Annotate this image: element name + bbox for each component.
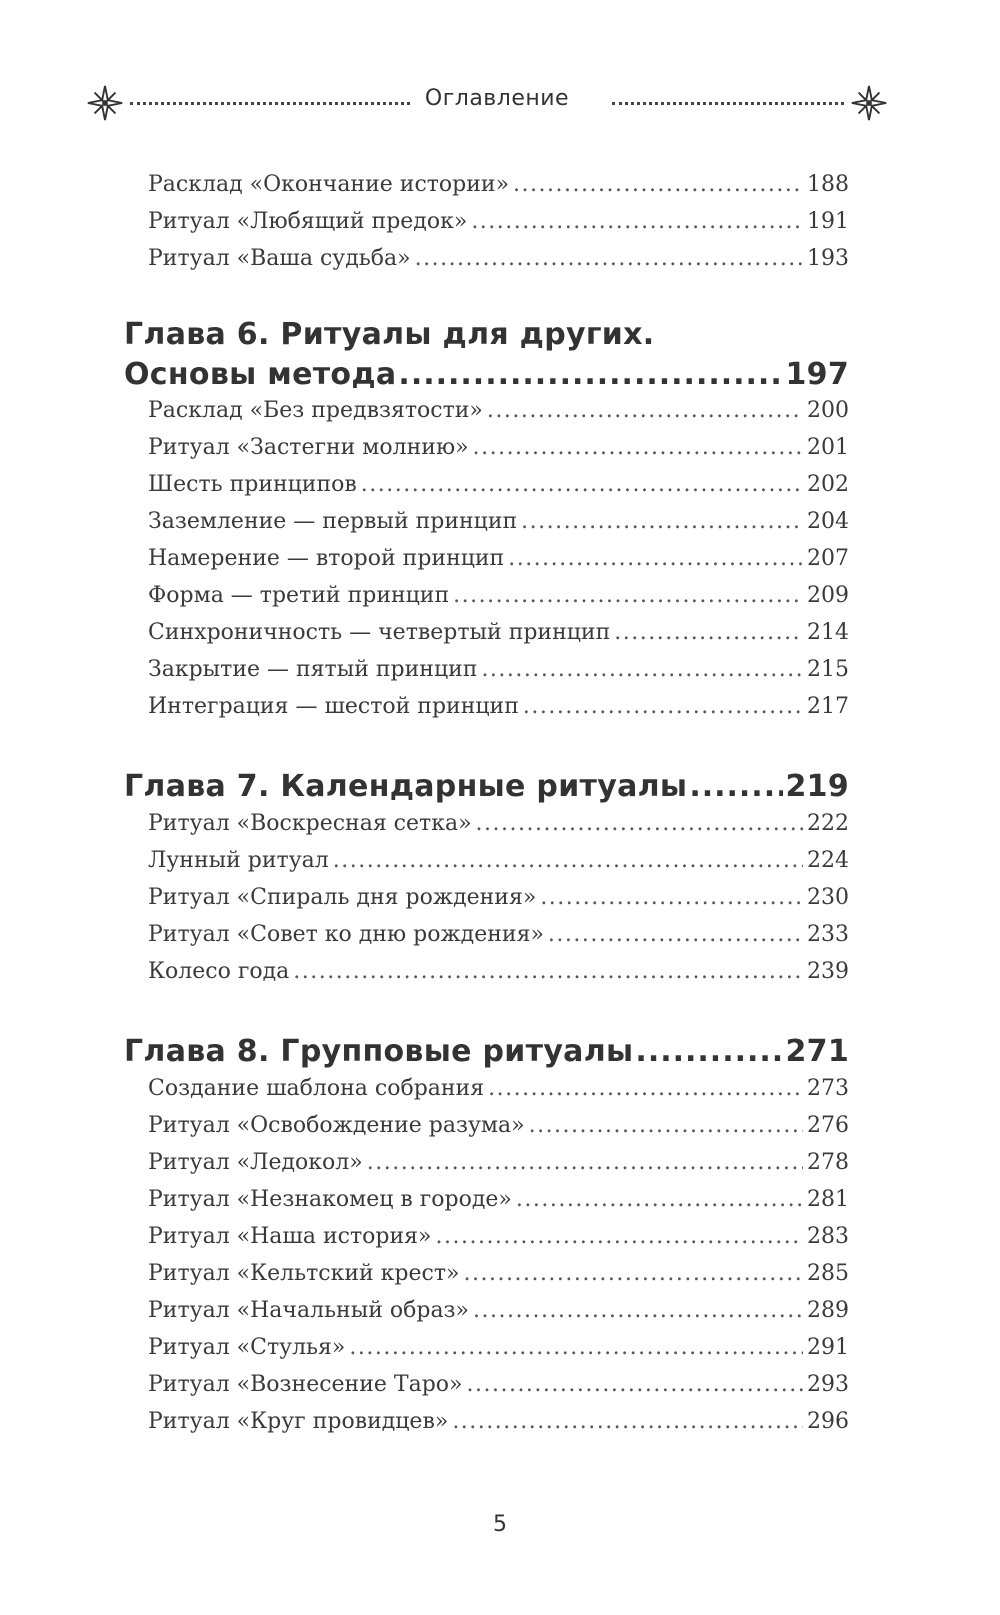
toc-entry-title: Ритуал «Незнакомец в городе» <box>148 1187 512 1212</box>
chapter-title-line1: Глава 6. Ритуалы для других. <box>124 317 655 352</box>
toc-entry <box>148 1187 849 1223</box>
toc-entry-page: 289 <box>807 1298 849 1323</box>
dot-leader <box>487 398 803 423</box>
toc-entry <box>148 172 849 208</box>
chapter-heading-line <box>124 317 849 357</box>
dot-leader <box>473 1298 803 1323</box>
header-dotted-rule-right <box>612 102 844 105</box>
dot-leader <box>481 657 803 682</box>
toc-entry-page: 200 <box>807 398 849 423</box>
toc-entry-title: Расклад «Без предвзятости» <box>148 398 483 423</box>
toc-entry-title: Ритуал «Круг провидцев» <box>148 1409 449 1434</box>
toc-entry-title: Ритуал «Наша история» <box>148 1224 432 1249</box>
dot-leader <box>293 959 803 984</box>
dot-leader <box>471 209 803 234</box>
page-number: 5 <box>493 1512 507 1537</box>
toc-entry-title: Ритуал «Воскресная сетка» <box>148 811 472 836</box>
toc-entry-page: 224 <box>807 848 849 873</box>
toc-entry <box>148 694 849 730</box>
toc-entry-page: 222 <box>807 811 849 836</box>
chapter-title-line2: Основы метода <box>124 357 397 392</box>
dot-leader <box>466 1372 803 1397</box>
chapter-page: 271 <box>785 1034 849 1069</box>
toc-entry-title: Ритуал «Ваша судьба» <box>148 246 411 271</box>
dot-leader <box>540 885 803 910</box>
dot-leader <box>349 1335 803 1360</box>
toc-entry-page: 230 <box>807 885 849 910</box>
chapter-heading-8 <box>124 1034 849 1074</box>
toc-entry <box>148 848 849 884</box>
chapter-title: Глава 7. Календарные ритуалы <box>124 769 688 804</box>
toc-entry-title: Закрытие — пятый принцип <box>148 657 478 682</box>
toc-entry <box>148 1372 849 1408</box>
compass-star-icon <box>86 84 124 122</box>
running-header <box>86 78 888 128</box>
toc-entry-page: 278 <box>807 1150 849 1175</box>
chapter-heading-line <box>124 1034 849 1074</box>
toc-entry-title: Расклад «Окончание истории» <box>148 172 510 197</box>
toc-entry-page: 204 <box>807 509 849 534</box>
toc-entry-title: Шесть принципов <box>148 472 357 497</box>
toc-entry-page: 202 <box>807 472 849 497</box>
toc-entry-title: Форма — третий принцип <box>148 583 450 608</box>
chapter-heading-line <box>124 769 849 809</box>
toc-entry-title: Ритуал «Застегни молнию» <box>148 435 469 460</box>
toc-entry-title: Ритуал «Стулья» <box>148 1335 346 1360</box>
toc-entry-page: 276 <box>807 1113 849 1138</box>
chapter-page: 197 <box>785 357 849 392</box>
header-dotted-rule-left <box>130 102 440 105</box>
toc-entry <box>148 209 849 245</box>
toc-entry-page: 201 <box>807 435 849 460</box>
toc-entry <box>148 1150 849 1186</box>
header-title: Оглавление <box>412 86 582 111</box>
dot-leader <box>523 694 803 719</box>
toc-entry-title: Заземление — первый принцип <box>148 509 518 534</box>
toc-entry <box>148 472 849 508</box>
toc-entry <box>148 546 849 582</box>
toc-entry <box>148 1298 849 1334</box>
toc-entry <box>148 435 849 471</box>
dot-leader <box>508 546 803 571</box>
dot-leader <box>361 472 803 497</box>
toc-entry-title: Лунный ритуал <box>148 848 329 873</box>
toc-entry-page: 209 <box>807 583 849 608</box>
toc-entry <box>148 959 849 995</box>
toc-entry-title: Ритуал «Начальный образ» <box>148 1298 470 1323</box>
dot-leader <box>689 769 783 804</box>
toc-entry-page: 281 <box>807 1187 849 1212</box>
toc-entry-page: 188 <box>807 172 849 197</box>
toc-entry-title: Намерение — второй принцип <box>148 546 505 571</box>
dot-leader <box>367 1150 803 1175</box>
toc-entry-page: 239 <box>807 959 849 984</box>
toc-entry <box>148 811 849 847</box>
dot-leader <box>473 435 803 460</box>
dot-leader <box>453 583 803 608</box>
dot-leader <box>488 1076 803 1101</box>
toc-entry <box>148 1224 849 1260</box>
dot-leader <box>516 1187 803 1212</box>
toc-entry-page: 233 <box>807 922 849 947</box>
chapter-heading-6 <box>124 317 849 397</box>
toc-entry-page: 193 <box>807 246 849 271</box>
toc-entry <box>148 246 849 282</box>
toc-entry-page: 291 <box>807 1335 849 1360</box>
dot-leader <box>513 172 803 197</box>
toc-entry-page: 285 <box>807 1261 849 1286</box>
toc-entry-title: Ритуал «Кельтский крест» <box>148 1261 460 1286</box>
dot-leader <box>464 1261 804 1286</box>
dot-leader <box>521 509 803 534</box>
toc-entry <box>148 583 849 619</box>
compass-star-icon <box>850 84 888 122</box>
toc-entry-title: Ритуал «Вознесение Таро» <box>148 1372 463 1397</box>
toc-entry <box>148 1409 849 1445</box>
toc-entry-title: Ритуал «Спираль дня рождения» <box>148 885 537 910</box>
dot-leader <box>548 922 803 947</box>
chapter-page: 219 <box>785 769 849 804</box>
dot-leader <box>476 811 803 836</box>
dot-leader <box>614 620 803 645</box>
toc-entry <box>148 620 849 656</box>
dot-leader <box>398 357 783 392</box>
toc-entry <box>148 657 849 693</box>
toc-entry-page: 215 <box>807 657 849 682</box>
toc-entry-title: Ритуал «Освобождение разума» <box>148 1113 525 1138</box>
toc-entry <box>148 1261 849 1297</box>
dot-leader <box>333 848 803 873</box>
toc-entry <box>148 922 849 958</box>
toc-entry-page: 273 <box>807 1076 849 1101</box>
toc-entry <box>148 1113 849 1149</box>
chapter-title: Глава 8. Групповые ритуалы <box>124 1034 634 1069</box>
toc-entry-page: 214 <box>807 620 849 645</box>
chapter-heading-7 <box>124 769 849 809</box>
toc-entry <box>148 1335 849 1371</box>
dot-leader <box>635 1034 783 1069</box>
toc-entry-page: 296 <box>807 1409 849 1434</box>
toc-entry-title: Колесо года <box>148 959 290 984</box>
toc-entry-title: Создание шаблона собрания <box>148 1076 485 1101</box>
toc-entry <box>148 1076 849 1112</box>
dot-leader <box>529 1113 803 1138</box>
toc-entry-title: Ритуал «Ледокол» <box>148 1150 363 1175</box>
toc-entry-title: Интеграция — шестой принцип <box>148 694 519 719</box>
dot-leader <box>415 246 803 271</box>
dot-leader <box>452 1409 803 1434</box>
toc-entry-page: 283 <box>807 1224 849 1249</box>
toc-entry-page: 217 <box>807 694 849 719</box>
toc-entry-page: 207 <box>807 546 849 571</box>
toc-entry-title: Ритуал «Совет ко дню рождения» <box>148 922 544 947</box>
chapter-heading-line <box>124 357 849 397</box>
toc-entry <box>148 885 849 921</box>
toc-entry-title: Синхроничность — четвертый принцип <box>148 620 611 645</box>
dot-leader <box>435 1224 803 1249</box>
toc-entry-page: 293 <box>807 1372 849 1397</box>
toc-entry <box>148 509 849 545</box>
toc-entry-title: Ритуал «Любящий предок» <box>148 209 468 234</box>
toc-entry <box>148 398 849 434</box>
toc-entry-page: 191 <box>807 209 849 234</box>
